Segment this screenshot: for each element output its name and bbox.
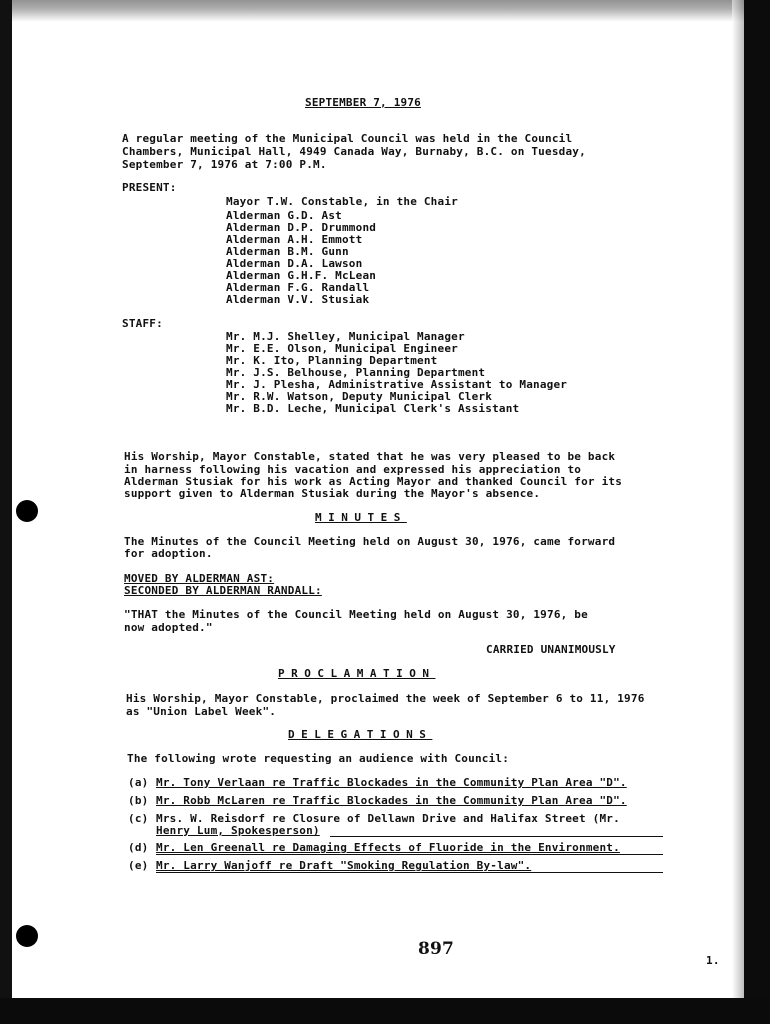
resolution-line: "THAT the Minutes of the Council Meeting held on August 30, 1976, be — [124, 608, 588, 621]
paragraph-line: for adoption. — [124, 547, 213, 560]
attendee: Alderman A.H. Emmott — [226, 233, 363, 246]
delegations-heading: DELEGATIONS — [288, 728, 433, 741]
intro-line: September 7, 1976 at 7:00 P.M. — [122, 158, 327, 171]
paragraph-line: support given to Alderman Stusiak during the Mayor's absence. — [124, 487, 541, 500]
paragraph-line: as "Union Label Week". — [126, 705, 277, 718]
staff-member: Mr. E.E. Olson, Municipal Engineer — [226, 342, 458, 355]
delegation-text: Mrs. W. Reisdorf re Closure of Dellawn Drive and Halifax Street (Mr. — [156, 812, 620, 825]
delegation-text: Mr. Tony Verlaan re Traffic Blockades in the Community Plan Area "D". — [156, 776, 627, 789]
staff-member: Mr. R.W. Watson, Deputy Municipal Clerk — [226, 390, 493, 403]
meeting-date-heading: SEPTEMBER 7, 1976 — [305, 96, 421, 109]
sheet-number: 1. — [706, 954, 720, 967]
minutes-heading: MINUTES — [315, 511, 407, 524]
proclamation-heading: PROCLAMATION — [278, 667, 436, 680]
underline-rule — [156, 872, 663, 873]
staff-member: Mr. J.S. Belhouse, Planning Department — [226, 366, 486, 379]
scan-edge-left — [0, 0, 12, 1024]
carried-label: CARRIED UNANIMOUSLY — [486, 643, 616, 656]
resolution-line: now adopted." — [124, 621, 213, 634]
scan-edge-top — [0, 0, 770, 22]
paragraph-line: in harness following his vacation and expressed his appreciation to — [124, 463, 582, 476]
paragraph-line: The Minutes of the Council Meeting held on August 30, 1976, came forward — [124, 535, 616, 548]
delegation-text: Mr. Larry Wanjoff re Draft "Smoking Regulation By-law". — [156, 859, 532, 872]
attendee: Mayor T.W. Constable, in the Chair — [226, 195, 458, 208]
staff-member: Mr. K. Ito, Planning Department — [226, 354, 438, 367]
delegations-intro: The following wrote requesting an audience with Council: — [127, 752, 510, 765]
staff-member: Mr. J. Plesha, Administrative Assistant to Manager — [226, 378, 568, 391]
paragraph-line: His Worship, Mayor Constable, stated that he was very pleased to be back — [124, 450, 616, 463]
underline-rule — [330, 836, 663, 837]
attendee: Alderman D.P. Drummond — [226, 221, 377, 234]
delegation-text: Mr. Len Greenall re Damaging Effects of Fluoride in the Environment. — [156, 841, 620, 854]
punch-hole-top — [16, 500, 38, 522]
delegation-text: Henry Lum, Spokesperson) — [156, 824, 320, 837]
attendee: Alderman G.D. Ast — [226, 209, 342, 222]
item-marker: (a) — [128, 776, 149, 789]
moved-by: MOVED BY ALDERMAN AST: — [124, 572, 275, 585]
scan-edge-bottom — [0, 998, 770, 1024]
page-number: 897 — [418, 939, 455, 959]
scan-shadow-right — [732, 0, 744, 1024]
attendee: Alderman V.V. Stusiak — [226, 293, 370, 306]
attendee: Alderman G.H.F. McLean — [226, 269, 377, 282]
intro-line: Chambers, Municipal Hall, 4949 Canada Way, Burnaby, B.C. on Tuesday, — [122, 145, 586, 158]
paragraph-line: Alderman Stusiak for his work as Acting Mayor and thanked Council for its — [124, 475, 623, 488]
intro-line: A regular meeting of the Municipal Council was held in the Council — [122, 132, 573, 145]
seconded-by: SECONDED BY ALDERMAN RANDALL: — [124, 584, 322, 597]
present-label: PRESENT: — [122, 181, 177, 194]
paragraph-line: His Worship, Mayor Constable, proclaimed the week of September 6 to 11, 1976 — [126, 692, 645, 705]
staff-label: STAFF: — [122, 317, 163, 330]
punch-hole-bottom — [16, 925, 38, 947]
attendee: Alderman F.G. Randall — [226, 281, 370, 294]
delegation-text: Mr. Robb McLaren re Traffic Blockades in the Community Plan Area "D". — [156, 794, 627, 807]
attendee: Alderman D.A. Lawson — [226, 257, 363, 270]
item-marker: (e) — [128, 859, 149, 872]
staff-member: Mr. M.J. Shelley, Municipal Manager — [226, 330, 465, 343]
attendee: Alderman B.M. Gunn — [226, 245, 349, 258]
scan-edge-right — [744, 0, 770, 1024]
item-marker: (b) — [128, 794, 149, 807]
item-marker: (d) — [128, 841, 149, 854]
staff-member: Mr. B.D. Leche, Municipal Clerk's Assistant — [226, 402, 520, 415]
underline-rule — [156, 854, 663, 855]
item-marker: (c) — [128, 812, 149, 825]
